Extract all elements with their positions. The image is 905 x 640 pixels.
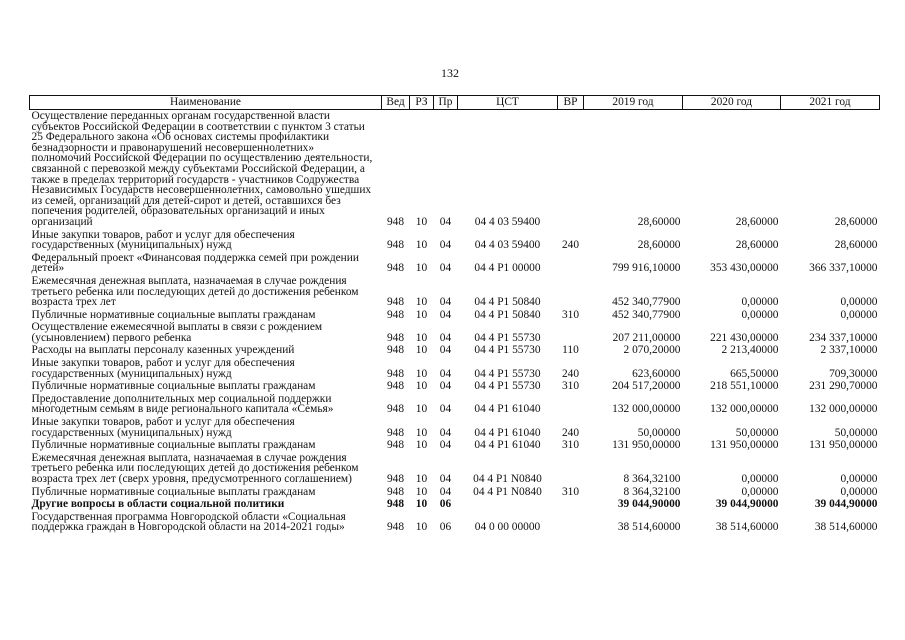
cell-value-2020: 2 213,40000	[721, 344, 779, 357]
cell-cst: 04 4 03 59400	[474, 215, 541, 228]
cell-pr: 04	[439, 403, 452, 416]
cell-pr: 04	[439, 426, 452, 439]
cell-cst: 04 4 P1 55730	[474, 331, 541, 344]
cell-value-2020: 221 430,00000	[710, 331, 779, 344]
cell-name: Федеральный проект «Финансовая поддержка семей при рождении детей»	[31, 251, 359, 275]
cell-value-2020: 0,00000	[741, 296, 779, 309]
cell-vr: 240	[561, 367, 580, 380]
cell-pr: 04	[439, 239, 452, 252]
cell-value-2019: 799 916,10000	[612, 262, 681, 275]
cell-ved: 948	[386, 239, 405, 252]
cell-value-2020: 353 430,00000	[710, 262, 779, 275]
cell-value-2020: 28,60000	[735, 239, 779, 252]
cell-cst: 04 4 03 59400	[474, 239, 541, 252]
header-pr: Пр	[434, 96, 458, 110]
cell-value-2020: 38 514,60000	[715, 521, 779, 534]
cell-value-2021: 131 950,00000	[809, 439, 878, 452]
cell-pr: 04	[439, 439, 452, 452]
cell-name: Осуществление ежемесячной выплаты в связи с рождением (усыновлением) первого ребенка	[31, 321, 323, 344]
table-row	[30, 498, 880, 511]
cell-value-2019: 452 340,77900	[612, 296, 681, 309]
cell-value-2021: 234 337,10000	[809, 331, 878, 344]
cell-pr: 04	[439, 380, 452, 393]
cell-ved: 948	[386, 380, 405, 393]
cell-value-2021: 38 514,60000	[814, 521, 878, 534]
cell-value-2019: 131 950,00000	[612, 439, 681, 452]
cell-vr	[558, 511, 584, 534]
cell-pr: 04	[439, 367, 452, 380]
cell-value-2020: 218 551,10000	[710, 380, 779, 393]
cell-value-2021: 366 337,10000	[809, 262, 878, 275]
cell-value-2020: 28,60000	[735, 215, 779, 228]
cell-value-2019: 8 364,32100	[623, 485, 681, 498]
cell-value-2021: 132 000,00000	[809, 403, 878, 416]
cell-rz: 10	[415, 521, 428, 534]
cell-value-2021: 39 044,90000	[814, 498, 878, 511]
cell-name: Публичные нормативные социальные выплаты гражданам	[31, 485, 316, 498]
cell-vr: 310	[561, 439, 580, 452]
cell-cst: 04 4 P1 61040	[474, 439, 541, 452]
cell-rz: 10	[415, 367, 428, 380]
cell-rz: 10	[415, 403, 428, 416]
cell-value-2019: 28,60000	[637, 239, 681, 252]
cell-rz: 10	[415, 380, 428, 393]
cell-value-2020: 132 000,00000	[710, 403, 779, 416]
cell-value-2020: 39 044,90000	[715, 498, 779, 511]
cell-name: Расходы на выплаты персоналу казенных учреждений	[31, 344, 295, 357]
cell-name: Осуществление переданных органам государственной власти субъектов Российской Федерации в соответствии с пунктом 3 статьи 25 Федерального закона «Об основах системы профилактики безнадзорности и правонарушений несовершеннолетних» полномочий Российской Федерации по осуществлению деятельности, связанной с перевозкой между субъектами Российской Федерации, а также в пределах территорий государств - участников Содружества Независимых Государств несовершеннолетних, самовольно ушедших из семей, организаций для детей-сирот и детей, оставшихся без попечения родителей, образовательных организаций и иных организаций	[31, 110, 373, 228]
cell-pr: 04	[439, 262, 452, 275]
cell-value-2019: 50,00000	[637, 426, 681, 439]
cell-cst: 04 4 P1 50840	[474, 308, 541, 321]
cell-name: Публичные нормативные социальные выплаты гражданам	[31, 380, 316, 393]
cell-cst: 04 4 P1 61040	[474, 403, 541, 416]
header-2019: 2019 год	[584, 96, 683, 110]
cell-ved: 948	[386, 426, 405, 439]
cell-name: Иные закупки товаров, работ и услуг для обеспечения государственных (муниципальных) нужд	[31, 416, 295, 439]
table-row	[30, 416, 880, 439]
cell-value-2020: 0,00000	[741, 308, 779, 321]
cell-name: Иные закупки товаров, работ и услуг для обеспечения государственных (муниципальных) нужд	[31, 228, 295, 252]
cell-pr: 04	[439, 473, 452, 485]
cell-name: Ежемесячная денежная выплата, назначаемая в случае рождения третьего ребенка или последующих детей до достижения ребенком возраста трех лет	[31, 274, 359, 309]
cell-vr: 110	[562, 344, 579, 357]
cell-vr: 310	[561, 380, 580, 393]
cell-cst: 04 4 P1 N0840	[473, 485, 542, 498]
header-ved: Вед	[382, 96, 410, 110]
cell-value-2021: 231 290,70000	[809, 380, 878, 393]
cell-name: Иные закупки товаров, работ и услуг для обеспечения государственных (муниципальных) нужд	[31, 357, 295, 380]
cell-rz: 10	[415, 344, 428, 357]
cell-ved: 948	[386, 308, 405, 321]
cell-value-2021: 0,00000	[840, 485, 878, 498]
cell-cst: 04 4 P1 61040	[474, 426, 541, 439]
cell-vr	[558, 252, 584, 275]
cell-value-2021: 0,00000	[840, 473, 878, 485]
cell-value-2019: 8 364,32100	[623, 473, 681, 485]
cell-value-2020: 131 950,00000	[710, 439, 779, 452]
table-row	[30, 344, 880, 357]
header-2020: 2020 год	[683, 96, 781, 110]
table-row	[30, 511, 880, 534]
cell-cst: 04 4 P1 N0840	[473, 473, 542, 485]
cell-rz: 10	[415, 331, 428, 344]
budget-table	[29, 95, 880, 534]
table-row	[30, 357, 880, 380]
cell-rz: 10	[415, 473, 428, 485]
cell-vr: 240	[561, 239, 580, 252]
cell-cst: 04 4 P1 00000	[474, 262, 541, 275]
cell-vr	[558, 275, 584, 309]
cell-name: Государственная программа Новгородской области «Социальная поддержка граждан в Новгородской области на 2014-2021 годы»	[31, 510, 346, 534]
cell-value-2019: 38 514,60000	[617, 521, 681, 534]
cell-ved: 948	[386, 485, 405, 498]
cell-rz: 10	[415, 262, 428, 275]
cell-name: Ежемесячная денежная выплата, назначаемая в случае рождения третьего ребенка или последующих детей до достижения ребенком возраста трех лет (сверх уровня, предусмотренного соглашением)	[31, 451, 359, 485]
table-row	[30, 275, 880, 309]
cell-value-2019: 623,60000	[632, 367, 681, 380]
cell-rz: 10	[415, 426, 428, 439]
cell-cst: 04 4 P1 55730	[474, 367, 541, 380]
cell-pr: 04	[439, 331, 452, 344]
cell-pr: 04	[439, 215, 452, 228]
cell-pr: 04	[439, 344, 452, 357]
cell-rz: 10	[415, 498, 428, 511]
cell-value-2020: 0,00000	[741, 473, 779, 485]
cell-cst	[458, 498, 558, 511]
cell-pr: 04	[439, 485, 452, 498]
table-row	[30, 252, 880, 275]
cell-value-2019: 204 517,20000	[612, 380, 681, 393]
cell-name: Другие вопросы в области социальной политики	[31, 498, 285, 511]
table-row	[30, 110, 880, 229]
table-body	[30, 110, 880, 534]
table-header-row	[30, 96, 880, 110]
cell-vr	[558, 498, 584, 511]
header-rz: РЗ	[410, 96, 434, 110]
cell-name: Предоставление дополнительных мер социальной поддержки многодетным семьям в виде регионального капитала «Семья»	[31, 392, 334, 416]
cell-ved: 948	[386, 367, 405, 380]
cell-value-2019: 207 211,00000	[612, 331, 681, 344]
cell-cst: 04 4 P1 55730	[474, 344, 541, 357]
table-row	[30, 393, 880, 416]
cell-vr	[558, 393, 584, 416]
page-number: 132	[441, 66, 459, 80]
cell-value-2019: 132 000,00000	[612, 403, 681, 416]
cell-vr: 310	[561, 308, 580, 321]
cell-cst: 04 0 00 00000	[474, 521, 541, 534]
cell-value-2019: 28,60000	[637, 215, 681, 228]
cell-pr: 04	[439, 308, 452, 321]
cell-ved: 948	[386, 215, 405, 228]
cell-ved: 948	[386, 403, 405, 416]
header-cst: ЦСТ	[458, 96, 558, 110]
cell-rz: 10	[415, 296, 428, 309]
cell-cst: 04 4 P1 55730	[474, 380, 541, 393]
cell-pr: 06	[439, 498, 452, 511]
cell-vr	[558, 452, 584, 486]
header-name: Наименование	[30, 96, 382, 110]
table-row	[30, 486, 880, 499]
cell-ved: 948	[386, 262, 405, 275]
cell-rz: 10	[415, 485, 428, 498]
cell-vr	[558, 110, 584, 229]
cell-name: Публичные нормативные социальные выплаты гражданам	[31, 439, 316, 452]
table-row	[30, 321, 880, 344]
cell-cst: 04 4 P1 50840	[474, 296, 541, 309]
table-row	[30, 229, 880, 252]
cell-ved: 948	[386, 439, 405, 452]
cell-value-2019: 2 070,20000	[623, 344, 681, 357]
cell-ved: 948	[386, 331, 405, 344]
cell-ved: 948	[386, 521, 405, 534]
cell-value-2021: 2 337,10000	[820, 344, 878, 357]
header-2021: 2021 год	[781, 96, 880, 110]
cell-pr: 04	[439, 296, 452, 309]
table-row	[30, 452, 880, 486]
cell-ved: 948	[386, 498, 405, 511]
cell-ved: 948	[386, 296, 405, 309]
cell-ved: 948	[386, 473, 405, 485]
cell-rz: 10	[415, 239, 428, 252]
cell-value-2020: 50,00000	[735, 426, 779, 439]
cell-value-2021: 709,30000	[829, 367, 878, 380]
cell-value-2019: 452 340,77900	[612, 308, 681, 321]
cell-value-2019: 39 044,90000	[617, 498, 681, 511]
cell-vr: 310	[561, 485, 580, 498]
table-row	[30, 309, 880, 322]
cell-ved: 948	[386, 344, 405, 357]
cell-rz: 10	[415, 439, 428, 452]
cell-vr	[558, 321, 584, 344]
table-row	[30, 439, 880, 452]
cell-name: Публичные нормативные социальные выплаты гражданам	[31, 308, 316, 321]
table-row	[30, 380, 880, 393]
cell-value-2021: 0,00000	[840, 308, 878, 321]
cell-value-2021: 50,00000	[834, 426, 878, 439]
cell-value-2020: 665,50000	[730, 367, 779, 380]
cell-rz: 10	[415, 215, 428, 228]
cell-value-2021: 0,00000	[840, 296, 878, 309]
header-vr: ВР	[558, 96, 584, 110]
cell-value-2021: 28,60000	[834, 239, 878, 252]
cell-value-2021: 28,60000	[834, 215, 878, 228]
cell-vr: 240	[561, 426, 580, 439]
cell-value-2020: 0,00000	[741, 485, 779, 498]
cell-pr: 06	[439, 521, 452, 534]
cell-rz: 10	[415, 308, 428, 321]
